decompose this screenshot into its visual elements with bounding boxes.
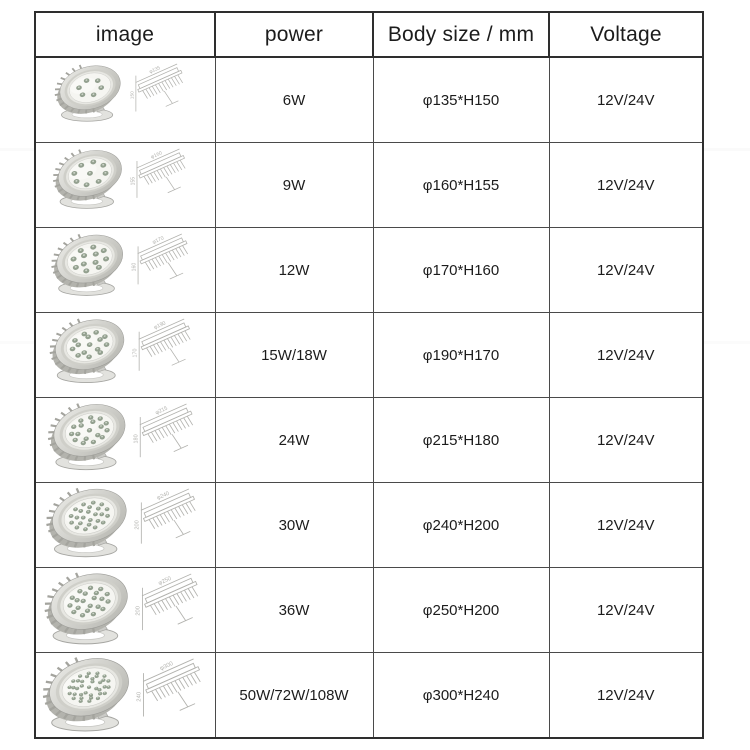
header-row <box>35 12 703 57</box>
svg-text:φ300: φ300 <box>159 661 175 673</box>
table-row <box>35 57 703 143</box>
svg-text:200: 200 <box>134 520 141 530</box>
svg-text:240: 240 <box>136 691 143 702</box>
svg-text:160: 160 <box>131 262 138 272</box>
power-value: 36W <box>215 568 373 653</box>
svg-text:170: 170 <box>132 348 139 358</box>
voltage-value: 12V/24V <box>549 483 703 568</box>
voltage-value: 12V/24V <box>549 228 703 313</box>
body-size-value: φ300*H240 <box>373 653 549 739</box>
product-image-cell <box>35 398 215 483</box>
body-size-value: φ215*H180 <box>373 398 549 483</box>
voltage-value: 12V/24V <box>549 398 703 483</box>
table-row <box>35 228 703 313</box>
product-image-cell <box>35 568 215 653</box>
power-value: 50W/72W/108W <box>215 653 373 739</box>
svg-text:φ215: φ215 <box>154 405 169 417</box>
voltage-value: 12V/24V <box>549 653 703 739</box>
product-image-cell <box>35 228 215 313</box>
body-size-value: φ160*H155 <box>373 143 549 228</box>
svg-text:150: 150 <box>130 91 136 100</box>
svg-text:φ135: φ135 <box>148 66 162 76</box>
power-value: 12W <box>215 228 373 313</box>
table-row <box>35 398 703 483</box>
product-photo <box>36 58 215 142</box>
product-photo <box>36 228 215 312</box>
product-photo <box>36 143 215 227</box>
product-image-cell <box>35 143 215 228</box>
svg-text:155: 155 <box>130 176 137 186</box>
product-image-cell <box>35 313 215 398</box>
power-value: 24W <box>215 398 373 483</box>
product-image-cell <box>35 57 215 143</box>
product-photo <box>36 568 215 652</box>
product-photo <box>36 653 215 737</box>
table-row <box>35 568 703 653</box>
table-row <box>35 143 703 228</box>
power-value: 15W/18W <box>215 313 373 398</box>
voltage-value: 12V/24V <box>549 143 703 228</box>
table-row <box>35 653 703 739</box>
body-size-value: φ250*H200 <box>373 568 549 653</box>
product-image-cell <box>35 483 215 568</box>
spec-table <box>34 11 704 739</box>
product-photo <box>36 483 215 567</box>
svg-text:φ240: φ240 <box>156 490 171 502</box>
power-value: 9W <box>215 143 373 228</box>
voltage-value: 12V/24V <box>549 313 703 398</box>
product-photo <box>36 398 215 482</box>
svg-text:φ190: φ190 <box>153 320 167 331</box>
body-size-value: φ240*H200 <box>373 483 549 568</box>
svg-text:200: 200 <box>135 606 142 616</box>
power-value: 30W <box>215 483 373 568</box>
header-body-size: Body size / mm <box>373 12 549 57</box>
svg-text:φ170: φ170 <box>151 235 165 246</box>
product-image-cell <box>35 653 215 739</box>
header-voltage: Voltage <box>549 12 703 57</box>
body-size-value: φ190*H170 <box>373 313 549 398</box>
svg-text:φ250: φ250 <box>157 575 173 587</box>
voltage-value: 12V/24V <box>549 57 703 143</box>
header-image: image <box>35 12 215 57</box>
power-value: 6W <box>215 57 373 143</box>
header-power: power <box>215 12 373 57</box>
voltage-value: 12V/24V <box>549 568 703 653</box>
svg-text:180: 180 <box>133 434 140 444</box>
svg-text:φ160: φ160 <box>150 150 164 161</box>
body-size-value: φ135*H150 <box>373 57 549 143</box>
table-row <box>35 313 703 398</box>
product-photo <box>36 313 215 397</box>
body-size-value: φ170*H160 <box>373 228 549 313</box>
table-row <box>35 483 703 568</box>
